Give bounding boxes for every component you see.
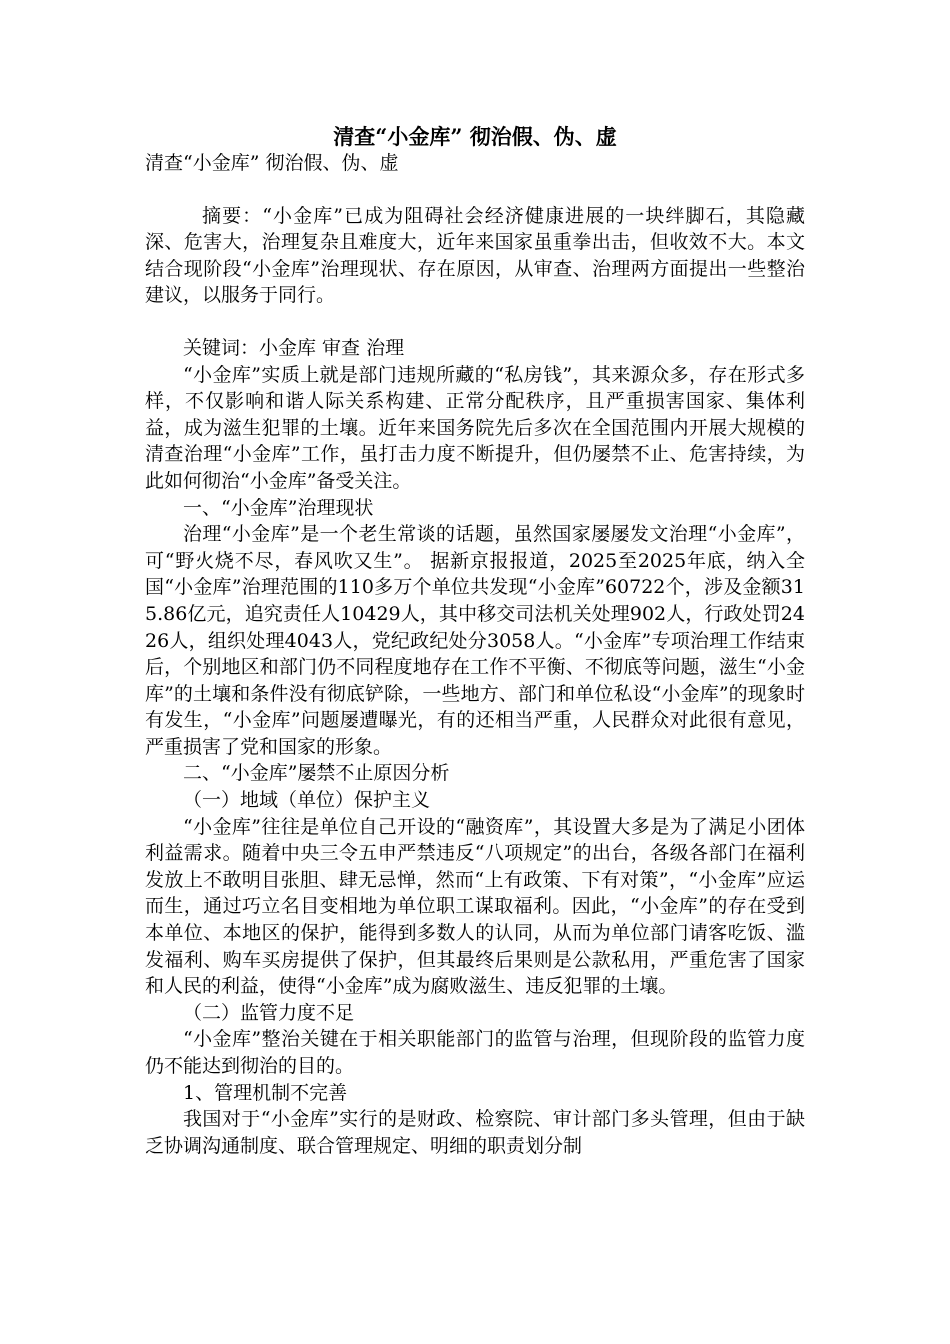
subsection-heading-1: （一）地域（单位）保护主义 xyxy=(183,789,431,812)
section-heading-2: 二、“小金库”屡禁不止原因分析 xyxy=(183,762,450,785)
subsection-paragraph-1: “小金库”往往是单位自己开设的“融资库”，其设置大多是为了满足小团体利益需求。随着中央三令五申严禁违反“八项规定”的出台，各级各部门在福利发放上不敢明目张胆、肆无忌惮，然而“上有政策、下有对策”，“小金库”应运而生，通过巧立名目变相地为单位职工谋取福利。因此，“小金库”的存在受到本单位、本地区的保护，能得到多数人的认同，从而为单位部门请客吃饭、滥发福利、购车买房提供了保护，但其最终后果则是公款私用，严重危害了国家和人民的利益，使得“小金库”成为腐败滋生、违反犯罪的土壤。 xyxy=(145,815,805,998)
subsection-paragraph-2: “小金库”整治关键在于相关职能部门的监管与治理，但现阶段的监管力度仍不能达到彻治的目的。 xyxy=(145,1028,805,1077)
document-subtitle: 清查“小金库” 彻治假、伪、虚 xyxy=(145,152,399,174)
point-paragraph-1: 我国对于“小金库”实行的是财政、检察院、审计部门多头管理，但由于缺乏协调沟通制度、联合管理规定、明细的职责划分制 xyxy=(145,1108,805,1157)
document-title: 清查“小金库” 彻治假、伪、虚 xyxy=(333,124,617,149)
section-heading-1: 一、“小金库”治理现状 xyxy=(183,496,374,519)
keywords-line: 关键词：小金库 审查 治理 xyxy=(183,336,405,359)
document-body xyxy=(145,150,805,1159)
section-paragraph-1: 治理“小金库”是一个老生常谈的话题，虽然国家屡屡发文治理“小金库”，可“野火烧不尽，春风吹又生”。 据新京报报道，2025至2025年底，纳入全国“小金库”治理范围的110多万个单位共发现“小金库”60722个，涉及金额315.86亿元，追究责任人10429人，其中移交司法机关处理902人，行政处罚2426人，组织处理4043人，党纪政纪处分3058人。“小金库”专项治理工作结束后，个别地区和部门仍不同程度地存在工作不平衡、不彻底等问题，滋生“小金库”的土壤和条件没有彻底铲除，一些地方、部门和单位私设“小金库”的现象时有发生，“小金库”问题屡遭曝光，有的还相当严重，人民群众对此很有意见，严重损害了党和国家的形象。 xyxy=(145,523,805,758)
abstract-paragraph: 摘要：“小金库”已成为阻碍社会经济健康进展的一块绊脚石，其隐藏深、危害大，治理复杂且难度大，近年来国家虽重拳出击，但收效不大。本文结合现阶段“小金库”治理现状、存在原因，从审查、治理两方面提出一些整治建议，以服务于同行。 xyxy=(145,204,805,307)
point-heading-1: 1、管理机制不完善 xyxy=(183,1081,348,1104)
subsection-heading-2: （二）监管力度不足 xyxy=(183,1001,355,1024)
intro-paragraph: “小金库”实质上就是部门违规所藏的“私房钱”，其来源众多，存在形式多样，不仅影响和谐人际关系构建、正常分配秩序，且严重损害国家、集体利益，成为滋生犯罪的土壤。近年来国务院先后多次在全国范围内开展大规模的清查治理“小金库”工作，虽打击力度不断提升，但仍屡禁不止、危害持续，为此如何彻治“小金库”备受关注。 xyxy=(145,363,805,492)
